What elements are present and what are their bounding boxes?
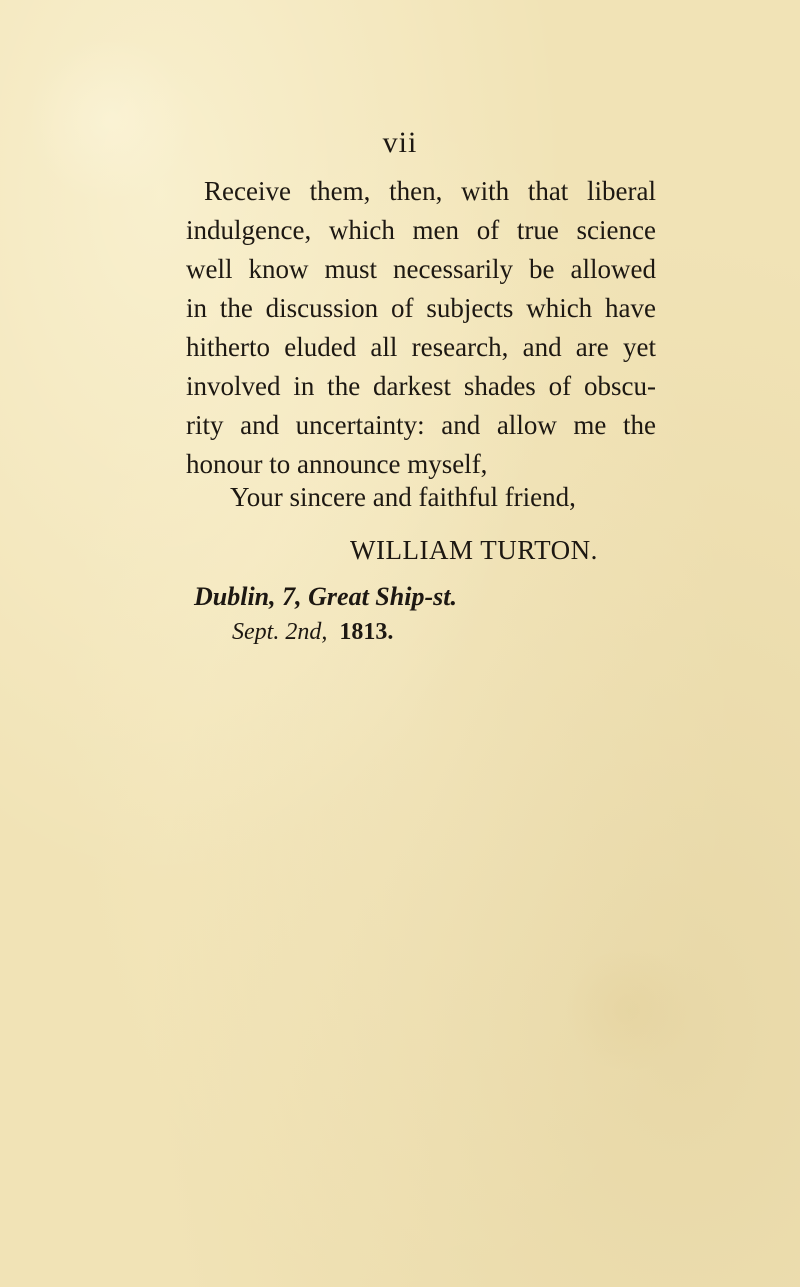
paragraph-line: Receive them, then, with that liberal (204, 176, 656, 206)
paragraph-line: honour to announce myself, (186, 449, 488, 479)
paragraph-line: rity and uncertainty: and allow me the (186, 410, 656, 440)
paper-stain (20, 40, 200, 200)
letter-closing: Your sincere and faithful friend, (230, 482, 576, 512)
date-day: Sept. 2nd, (232, 619, 328, 645)
paper-stain (560, 950, 700, 1070)
paragraph-line: well know must necessarily be allowed (186, 254, 656, 284)
letter-date (232, 620, 393, 644)
paragraph-line: in the discussion of subjects which have (186, 293, 656, 323)
page-number: vii (382, 126, 418, 159)
author-signature: WILLIAM TURTON. (350, 535, 598, 565)
paragraph-line: hitherto eluded all research, and are yet (186, 332, 656, 362)
paragraph-line: indulgence, which men of true science (186, 215, 656, 245)
paragraph-line: involved in the darkest shades of obscu- (186, 371, 656, 401)
letter-paragraph (186, 172, 656, 484)
date-year: 1813. (339, 619, 394, 645)
letter-address: Dublin, 7, Great Ship-st. (194, 582, 457, 611)
